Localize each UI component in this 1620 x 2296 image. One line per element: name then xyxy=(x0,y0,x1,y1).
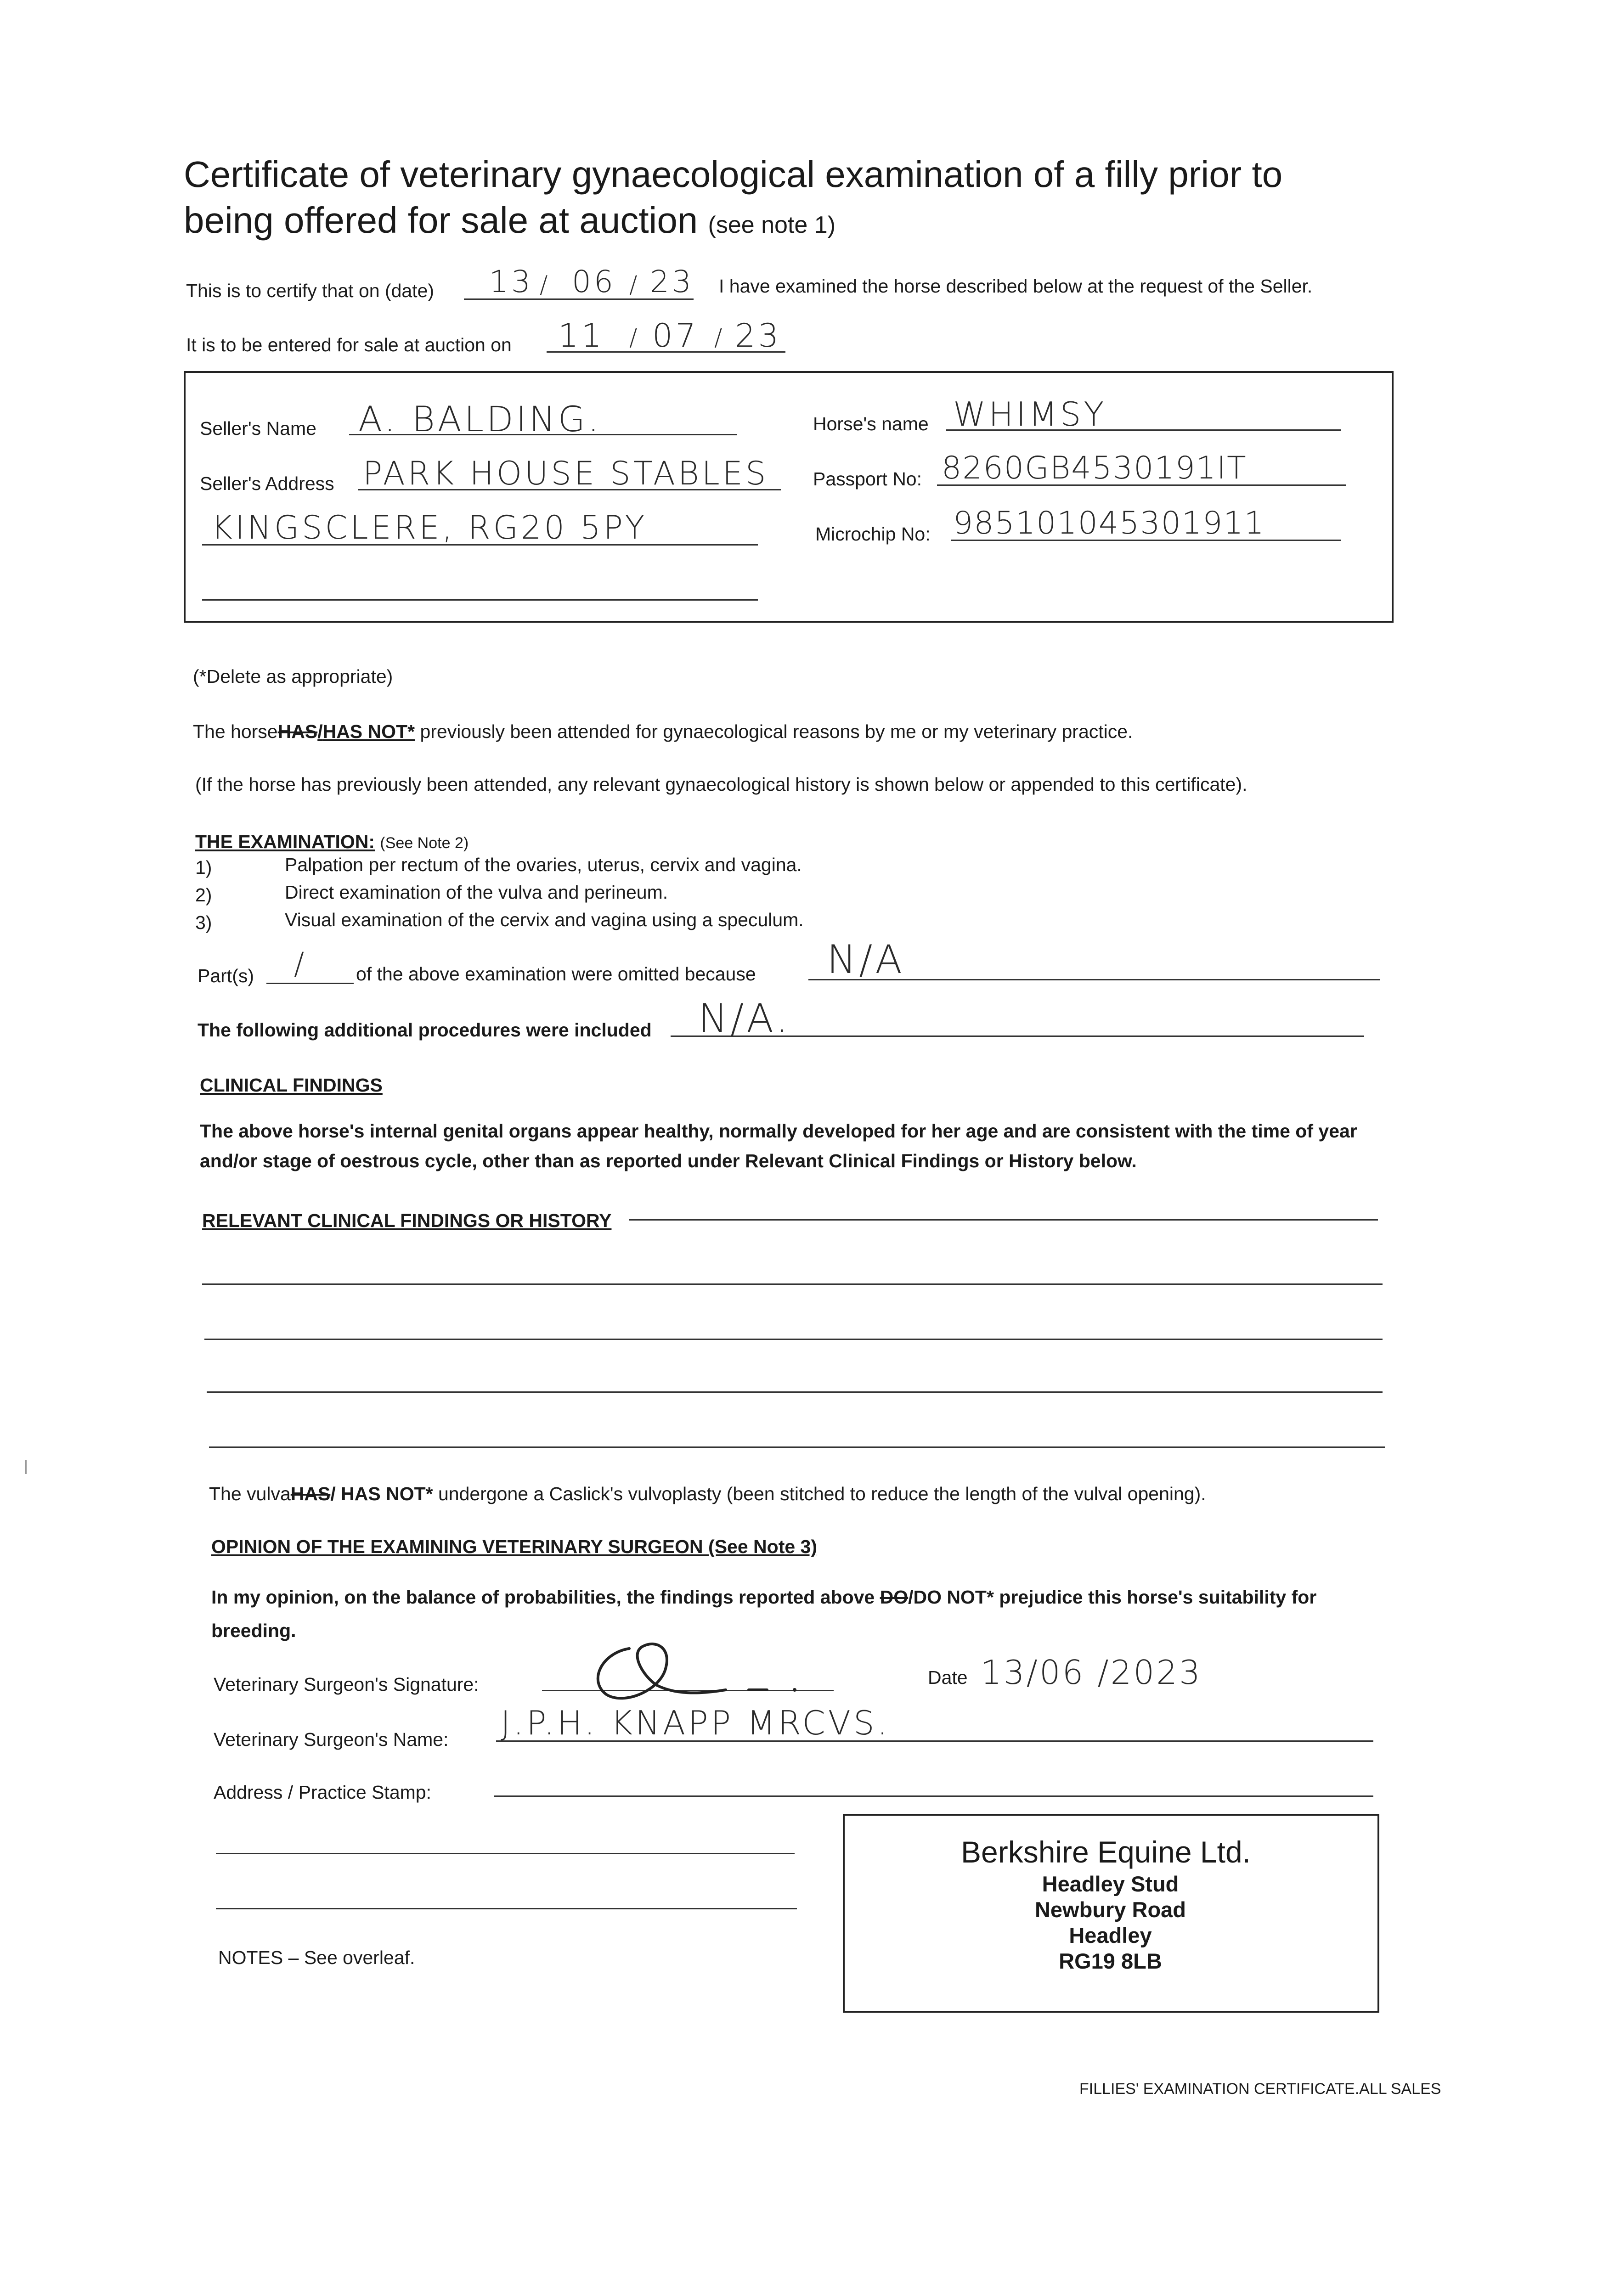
title-note: (see note 1) xyxy=(708,212,836,238)
date-value: 13/06 /2023 xyxy=(981,1653,1202,1692)
opinion-heading: OPINION OF THE EXAMINING VETERINARY SURGEON (See Note 3) xyxy=(211,1536,818,1557)
practice-stamp-content xyxy=(843,1835,1378,1974)
scan-mark xyxy=(25,1460,27,1474)
omitted-mid: of the above examination were omitted because xyxy=(356,963,756,985)
stamp-line-4: RG19 8LB xyxy=(1059,1949,1162,1973)
certify-prefix: This is to certify that on (date) xyxy=(186,280,435,301)
exam-item-2-text: Direct examination of the vulva and perineum. xyxy=(285,882,668,903)
footer: FILLIES' EXAMINATION CERTIFICATE.ALL SALES xyxy=(1079,2080,1441,2098)
seller-address-1: PARK HOUSE STABLES xyxy=(363,455,769,492)
page-title xyxy=(184,152,1282,248)
address-line-2 xyxy=(216,1908,797,1909)
vulva-kept: / HAS NOT* xyxy=(330,1483,433,1504)
opinion-text-kept: /DO NOT* prejudice this horse's suitability for xyxy=(908,1587,1317,1608)
stamp-line-2: Newbury Road xyxy=(1034,1897,1186,1922)
auction-sep-2: / xyxy=(714,324,725,351)
title-line-2 xyxy=(184,197,1282,248)
exam-item-1-text: Palpation per rectum of the ovaries, uterus, cervix and vagina. xyxy=(285,854,802,875)
opinion-text-prefix: In my opinion, on the balance of probabilities, the findings reported above xyxy=(211,1587,875,1608)
opinion-text-2: breeding. xyxy=(211,1620,296,1641)
auction-prefix: It is to be entered for sale at auction on xyxy=(186,334,512,355)
delete-note: (*Delete as appropriate) xyxy=(193,666,393,687)
exam-item-1-num: 1) xyxy=(195,857,212,878)
date-label: Date xyxy=(928,1667,968,1688)
relevant-line-2 xyxy=(202,1283,1383,1285)
auction-sep-1: / xyxy=(629,324,640,351)
examination-heading xyxy=(195,831,469,853)
additional-label: The following additional procedures were included xyxy=(198,1019,652,1041)
address-line-1 xyxy=(216,1853,795,1854)
clinical-text-1: The above horse's internal genital organs appear healthy, normally developed for her age and are consistent with the time of year xyxy=(200,1120,1357,1142)
title-line-1: Certificate of veterinary gynaecological examination of a filly prior to xyxy=(184,154,1283,195)
vet-name-label: Veterinary Surgeon's Name: xyxy=(214,1729,449,1750)
vulva-suffix: undergone a Caslick's vulvoplasty (been stitched to reduce the length of the vulval opening). xyxy=(438,1483,1206,1504)
omitted-parts-line xyxy=(266,983,354,984)
attended-struck: HAS xyxy=(277,721,318,742)
vulva-line xyxy=(209,1483,1206,1505)
attended-slash: / xyxy=(317,721,323,742)
vet-name-value: J.P.H. KNAPP MRCVS. xyxy=(501,1704,891,1742)
seller-address-label: Seller's Address xyxy=(200,473,334,494)
vulva-struck: HAS xyxy=(290,1483,331,1504)
certify-month: 06 xyxy=(572,264,616,299)
exam-item-2-num: 2) xyxy=(195,884,212,906)
stamp-company: Berkshire Equine Ltd. xyxy=(960,1835,1251,1869)
certify-suffix: I have examined the horse described below at the request of the Seller. xyxy=(719,276,1313,297)
additional-value: N/A. xyxy=(698,996,791,1041)
auction-day: 11 xyxy=(558,317,605,355)
passport-value: 8260GB4530191IT xyxy=(942,450,1247,486)
relevant-heading: RELEVANT CLINICAL FINDINGS OR HISTORY xyxy=(202,1210,612,1231)
opinion-text-1 xyxy=(211,1587,1316,1608)
relevant-line-4 xyxy=(207,1391,1383,1393)
signature-label: Veterinary Surgeon's Signature: xyxy=(214,1674,479,1695)
relevant-line-5 xyxy=(209,1446,1385,1448)
stamp-label: Address / Practice Stamp: xyxy=(214,1782,431,1803)
omitted-prefix: Part(s) xyxy=(198,965,254,986)
stamp-line xyxy=(494,1795,1373,1797)
auction-month: 07 xyxy=(652,317,699,355)
certify-year: 23 xyxy=(650,264,694,299)
examination-heading-text: THE EXAMINATION: xyxy=(195,831,375,852)
notes: NOTES – See overleaf. xyxy=(218,1947,415,1968)
omitted-parts-value: / xyxy=(294,946,307,981)
attended-suffix: previously been attended for gynaecological reasons by me or my veterinary practice. xyxy=(420,721,1133,742)
exam-item-3-text: Visual examination of the cervix and vagina using a speculum. xyxy=(285,909,804,930)
stamp-line-1: Headley Stud xyxy=(1042,1872,1179,1896)
passport-label: Passport No: xyxy=(813,468,922,490)
exam-item-3-num: 3) xyxy=(195,912,212,933)
examination-heading-note: (See Note 2) xyxy=(380,834,469,852)
auction-year: 23 xyxy=(735,317,782,355)
horse-name-label: Horse's name xyxy=(813,413,929,434)
clinical-text-2: and/or stage of oestrous cycle, other than as reported under Relevant Clinical Findings or History below. xyxy=(200,1150,1137,1171)
certify-sep-2: / xyxy=(629,271,640,298)
attended-kept: HAS NOT* xyxy=(322,721,415,742)
title-line-2-text: being offered for sale at auction xyxy=(184,200,698,241)
omitted-reason-value: N/A xyxy=(827,937,905,983)
microchip-value: 985101045301911 xyxy=(953,505,1265,541)
certify-day: 13 xyxy=(489,264,533,299)
seller-address-2: KINGSCLERE, RG20 5PY xyxy=(211,509,648,546)
seller-name-label: Seller's Name xyxy=(200,418,316,439)
certify-sep-1: / xyxy=(540,271,551,298)
vulva-prefix: The vulva xyxy=(209,1483,291,1504)
attended-prefix: The horse xyxy=(193,721,278,742)
attended-note: (If the horse has previously been attended, any relevant gynaecological history is shown below or appended to this certificate). xyxy=(195,774,1247,795)
signature-scribble xyxy=(574,1621,813,1704)
attended-line xyxy=(193,721,1133,743)
stamp-line-3: Headley xyxy=(1069,1923,1152,1947)
seller-name-value: A. BALDING. xyxy=(358,399,602,439)
horse-name-value: WHIMSY xyxy=(953,395,1107,433)
microchip-label: Microchip No: xyxy=(815,523,931,545)
relevant-line-3 xyxy=(204,1339,1383,1340)
seller-address-line-3 xyxy=(202,599,758,601)
clinical-heading: CLINICAL FINDINGS xyxy=(200,1075,383,1096)
opinion-struck: DO xyxy=(880,1587,909,1608)
relevant-line-1 xyxy=(629,1219,1378,1221)
